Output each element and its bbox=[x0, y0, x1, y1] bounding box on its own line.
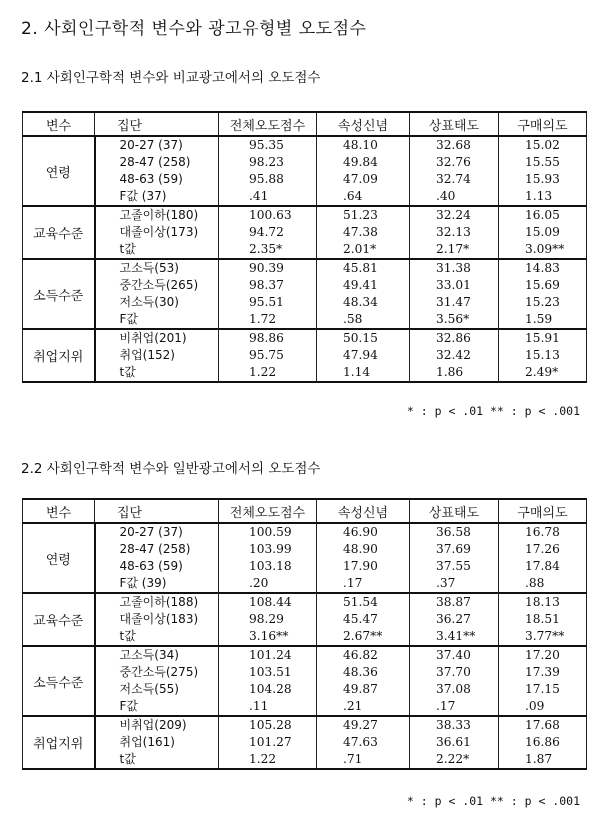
score-value: 45.47 bbox=[343, 612, 378, 626]
value-cell bbox=[499, 329, 587, 382]
score-value: 15.93 bbox=[525, 172, 560, 186]
value-cell bbox=[410, 329, 499, 382]
score-value: 3.16** bbox=[249, 629, 289, 643]
score-value: 95.88 bbox=[249, 172, 284, 186]
value-cell bbox=[410, 646, 499, 716]
score-value: 33.01 bbox=[436, 278, 471, 292]
group-label: 대졸이상(173) bbox=[119, 225, 199, 239]
score-value: 95.75 bbox=[249, 348, 284, 362]
variable-label: 교육수준 bbox=[23, 206, 95, 259]
table-row bbox=[23, 259, 587, 329]
page-title: 2. 사회인구학적 변수와 광고유형별 오도점수 bbox=[21, 19, 367, 39]
variable-label: 교육수준 bbox=[23, 593, 95, 646]
value-cell bbox=[410, 136, 499, 206]
table-row bbox=[23, 593, 587, 646]
group-label: 중간소득(275) bbox=[119, 665, 199, 679]
value-cell bbox=[219, 593, 317, 646]
group-label: F값 bbox=[119, 312, 138, 326]
score-value: 2.01* bbox=[343, 242, 377, 256]
score-value: 15.55 bbox=[525, 155, 560, 169]
column-header: 상표태도 bbox=[410, 112, 499, 136]
score-value: .09 bbox=[525, 699, 545, 713]
column-header: 속성신념 bbox=[317, 499, 410, 523]
section-1-subtitle: 2.1 사회인구학적 변수와 비교광고에서의 오도점수 bbox=[21, 70, 321, 86]
column-header: 구매의도 bbox=[499, 112, 587, 136]
score-value: 90.39 bbox=[249, 261, 284, 275]
value-cell bbox=[499, 523, 587, 593]
score-value: 15.69 bbox=[525, 278, 560, 292]
score-value: 15.02 bbox=[525, 138, 560, 152]
group-cell bbox=[95, 716, 219, 769]
value-cell bbox=[410, 523, 499, 593]
group-label: t값 bbox=[119, 242, 136, 256]
value-cell bbox=[219, 716, 317, 769]
score-value: 98.37 bbox=[249, 278, 284, 292]
group-label: 48-63 (59) bbox=[119, 172, 183, 186]
score-value: 101.24 bbox=[249, 648, 292, 662]
score-value: 51.54 bbox=[343, 595, 378, 609]
comparative-ad-table bbox=[22, 111, 587, 383]
score-value: 49.84 bbox=[343, 155, 378, 169]
group-label: 취업(152) bbox=[119, 348, 175, 362]
table-row bbox=[23, 206, 587, 259]
score-value: 46.82 bbox=[343, 648, 378, 662]
group-cell bbox=[95, 646, 219, 716]
value-cell bbox=[410, 206, 499, 259]
score-value: 2.35* bbox=[249, 242, 283, 256]
score-value: 37.08 bbox=[436, 682, 471, 696]
score-value: 36.61 bbox=[436, 735, 471, 749]
group-label: 대졸이상(183) bbox=[119, 612, 199, 626]
score-value: .58 bbox=[343, 312, 363, 326]
value-cell bbox=[499, 206, 587, 259]
score-value: 37.55 bbox=[436, 559, 471, 573]
score-value: 32.42 bbox=[436, 348, 471, 362]
section-1-footnote: * : p < .01 ** : p < .001 bbox=[406, 404, 580, 418]
value-cell bbox=[410, 259, 499, 329]
score-value: 38.87 bbox=[436, 595, 471, 609]
group-label: t값 bbox=[119, 752, 136, 766]
score-value: 2.17* bbox=[436, 242, 470, 256]
score-value: 2.49* bbox=[525, 365, 559, 379]
score-value: 17.26 bbox=[525, 542, 560, 556]
group-label: F값 bbox=[119, 699, 138, 713]
group-cell bbox=[95, 523, 219, 593]
score-value: .21 bbox=[343, 699, 363, 713]
score-value: 32.13 bbox=[436, 225, 471, 239]
value-cell bbox=[219, 206, 317, 259]
score-value: 95.51 bbox=[249, 295, 284, 309]
value-cell bbox=[219, 259, 317, 329]
score-value: 2.67** bbox=[343, 629, 383, 643]
column-header: 구매의도 bbox=[499, 499, 587, 523]
column-header: 변수 bbox=[23, 499, 95, 523]
score-value: 103.99 bbox=[249, 542, 292, 556]
group-cell bbox=[95, 136, 219, 206]
group-label: 28-47 (258) bbox=[119, 155, 191, 169]
value-cell bbox=[317, 716, 410, 769]
score-value: 16.78 bbox=[525, 525, 560, 539]
group-label: 48-63 (59) bbox=[119, 559, 183, 573]
group-label: F값 (37) bbox=[119, 189, 167, 203]
score-value: 16.05 bbox=[525, 208, 560, 222]
group-label: 비취업(209) bbox=[119, 718, 187, 732]
score-value: 15.13 bbox=[525, 348, 560, 362]
score-value: .20 bbox=[249, 576, 269, 590]
value-cell bbox=[410, 593, 499, 646]
value-cell bbox=[219, 646, 317, 716]
score-value: 17.84 bbox=[525, 559, 560, 573]
variable-label: 연령 bbox=[23, 523, 95, 593]
score-value: .41 bbox=[249, 189, 269, 203]
score-value: 2.22* bbox=[436, 752, 470, 766]
score-value: 98.86 bbox=[249, 331, 284, 345]
value-cell bbox=[317, 646, 410, 716]
group-label: 고소득(34) bbox=[119, 648, 179, 662]
value-cell bbox=[219, 329, 317, 382]
score-value: 32.24 bbox=[436, 208, 471, 222]
score-value: 37.70 bbox=[436, 665, 471, 679]
score-value: 32.76 bbox=[436, 155, 471, 169]
group-cell bbox=[95, 329, 219, 382]
score-value: 49.27 bbox=[343, 718, 378, 732]
group-cell bbox=[95, 259, 219, 329]
table-row bbox=[23, 716, 587, 769]
score-value: .71 bbox=[343, 752, 363, 766]
column-header: 전체오도점수 bbox=[219, 112, 317, 136]
score-value: 17.68 bbox=[525, 718, 560, 732]
score-value: 103.51 bbox=[249, 665, 292, 679]
value-cell bbox=[317, 329, 410, 382]
score-value: 47.09 bbox=[343, 172, 378, 186]
score-value: .40 bbox=[436, 189, 456, 203]
score-value: 36.27 bbox=[436, 612, 471, 626]
score-value: 94.72 bbox=[249, 225, 284, 239]
column-header: 전체오도점수 bbox=[219, 499, 317, 523]
score-value: 1.22 bbox=[249, 752, 277, 766]
column-header: 변수 bbox=[23, 112, 95, 136]
value-cell bbox=[499, 716, 587, 769]
score-value: 32.68 bbox=[436, 138, 471, 152]
header-row bbox=[23, 499, 587, 523]
score-value: 3.09** bbox=[525, 242, 565, 256]
value-cell bbox=[499, 259, 587, 329]
score-value: 1.13 bbox=[525, 189, 553, 203]
variable-label: 소득수준 bbox=[23, 646, 95, 716]
score-value: 15.23 bbox=[525, 295, 560, 309]
score-value: 108.44 bbox=[249, 595, 292, 609]
group-cell bbox=[95, 593, 219, 646]
group-label: 20-27 (37) bbox=[119, 525, 183, 539]
score-value: 49.41 bbox=[343, 278, 378, 292]
variable-label: 소득수준 bbox=[23, 259, 95, 329]
score-value: 3.56* bbox=[436, 312, 470, 326]
score-value: 18.51 bbox=[525, 612, 560, 626]
score-value: 51.23 bbox=[343, 208, 378, 222]
section-2-footnote: * : p < .01 ** : p < .001 bbox=[406, 794, 580, 808]
group-label: 중간소득(265) bbox=[119, 278, 199, 292]
column-header: 상표태도 bbox=[410, 499, 499, 523]
group-label: 비취업(201) bbox=[119, 331, 187, 345]
score-value: 47.38 bbox=[343, 225, 378, 239]
header-row bbox=[23, 112, 587, 136]
variable-label: 취업지위 bbox=[23, 329, 95, 382]
value-cell bbox=[317, 523, 410, 593]
score-value: 1.59 bbox=[525, 312, 553, 326]
score-value: 36.58 bbox=[436, 525, 471, 539]
score-value: 31.38 bbox=[436, 261, 471, 275]
group-label: 고소득(53) bbox=[119, 261, 179, 275]
variable-label: 취업지위 bbox=[23, 716, 95, 769]
score-value: 49.87 bbox=[343, 682, 378, 696]
score-value: 47.63 bbox=[343, 735, 378, 749]
score-value: 101.27 bbox=[249, 735, 292, 749]
score-value: 15.09 bbox=[525, 225, 560, 239]
score-value: .17 bbox=[343, 576, 363, 590]
table-row bbox=[23, 329, 587, 382]
score-value: 105.28 bbox=[249, 718, 292, 732]
value-cell bbox=[499, 136, 587, 206]
column-header: 집단 bbox=[95, 499, 219, 523]
score-value: .64 bbox=[343, 189, 363, 203]
group-label: 저소득(55) bbox=[119, 682, 179, 696]
score-value: 46.90 bbox=[343, 525, 378, 539]
value-cell bbox=[317, 206, 410, 259]
score-value: 3.41** bbox=[436, 629, 476, 643]
value-cell bbox=[219, 136, 317, 206]
value-cell bbox=[219, 523, 317, 593]
group-label: t값 bbox=[119, 629, 136, 643]
general-ad-table bbox=[22, 498, 587, 770]
score-value: .37 bbox=[436, 576, 456, 590]
group-label: 고졸이하(180) bbox=[119, 208, 199, 222]
score-value: 38.33 bbox=[436, 718, 471, 732]
score-value: 103.18 bbox=[249, 559, 292, 573]
score-value: 100.59 bbox=[249, 525, 292, 539]
group-label: 저소득(30) bbox=[119, 295, 179, 309]
score-value: 45.81 bbox=[343, 261, 378, 275]
table-row bbox=[23, 136, 587, 206]
score-value: 31.47 bbox=[436, 295, 471, 309]
score-value: 95.35 bbox=[249, 138, 284, 152]
score-value: 1.86 bbox=[436, 365, 464, 379]
score-value: 17.15 bbox=[525, 682, 560, 696]
group-label: 취업(161) bbox=[119, 735, 175, 749]
score-value: 14.83 bbox=[525, 261, 560, 275]
score-value: 17.20 bbox=[525, 648, 560, 662]
score-value: 48.90 bbox=[343, 542, 378, 556]
group-label: 고졸이하(188) bbox=[119, 595, 199, 609]
column-header: 속성신념 bbox=[317, 112, 410, 136]
group-label: F값 (39) bbox=[119, 576, 167, 590]
score-value: 15.91 bbox=[525, 331, 560, 345]
column-header: 집단 bbox=[95, 112, 219, 136]
score-value: 37.69 bbox=[436, 542, 471, 556]
score-value: 48.10 bbox=[343, 138, 378, 152]
score-value: 98.23 bbox=[249, 155, 284, 169]
score-value: 47.94 bbox=[343, 348, 378, 362]
score-value: 18.13 bbox=[525, 595, 560, 609]
group-label: 28-47 (258) bbox=[119, 542, 191, 556]
score-value: .17 bbox=[436, 699, 456, 713]
score-value: 1.72 bbox=[249, 312, 277, 326]
value-cell bbox=[317, 259, 410, 329]
score-value: 104.28 bbox=[249, 682, 292, 696]
value-cell bbox=[317, 136, 410, 206]
score-value: 98.29 bbox=[249, 612, 284, 626]
value-cell bbox=[499, 593, 587, 646]
score-value: .88 bbox=[525, 576, 545, 590]
value-cell bbox=[410, 716, 499, 769]
group-label: t값 bbox=[119, 365, 136, 379]
score-value: 48.34 bbox=[343, 295, 378, 309]
value-cell bbox=[499, 646, 587, 716]
group-cell bbox=[95, 206, 219, 259]
score-value: 48.36 bbox=[343, 665, 378, 679]
score-value: 50.15 bbox=[343, 331, 378, 345]
score-value: 3.77** bbox=[525, 629, 565, 643]
section-2-subtitle: 2.2 사회인구학적 변수와 일반광고에서의 오도점수 bbox=[21, 461, 321, 477]
variable-label: 연령 bbox=[23, 136, 95, 206]
group-label: 20-27 (37) bbox=[119, 138, 183, 152]
score-value: 32.74 bbox=[436, 172, 471, 186]
score-value: 16.86 bbox=[525, 735, 560, 749]
score-value: .11 bbox=[249, 699, 269, 713]
score-value: 17.90 bbox=[343, 559, 378, 573]
score-value: 1.14 bbox=[343, 365, 371, 379]
table-row bbox=[23, 646, 587, 716]
score-value: 37.40 bbox=[436, 648, 471, 662]
table-row bbox=[23, 523, 587, 593]
score-value: 100.63 bbox=[249, 208, 292, 222]
value-cell bbox=[317, 593, 410, 646]
score-value: 17.39 bbox=[525, 665, 560, 679]
score-value: 1.87 bbox=[525, 752, 553, 766]
score-value: 32.86 bbox=[436, 331, 471, 345]
score-value: 1.22 bbox=[249, 365, 277, 379]
